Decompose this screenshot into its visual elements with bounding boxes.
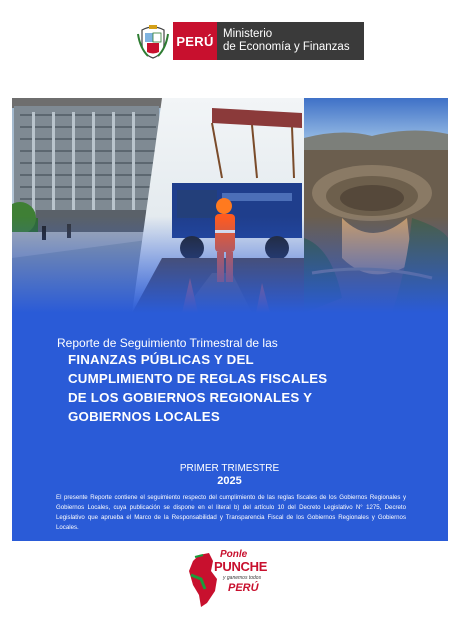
campaign-line-1: Ponle bbox=[220, 549, 248, 560]
report-title-line-2: CUMPLIMIENTO DE REGLAS FISCALES bbox=[68, 371, 328, 386]
ministry-name bbox=[217, 22, 364, 60]
report-description: El presente Reporte contiene el seguimiento respecto del cumplimiento de las reglas fiscales de los Gobiernos Regionales y Gobiernos Locales, cuya publicación se dispone en el literal b) del artículo 10 del Decreto Legislativo N° 1275, Decreto Legislativo que aprueba el Marco de la Responsabilidad y Transparencia Fiscal de los Gobiernos Regionales y Gobiernos Locales. bbox=[56, 494, 406, 532]
report-title bbox=[68, 350, 408, 426]
report-period: PRIMER TRIMESTRE bbox=[179, 463, 280, 474]
ponle-punche-logo bbox=[183, 549, 277, 611]
campaign-line-3: y ganemos todos bbox=[223, 575, 262, 581]
report-subtitle: Reporte de Seguimiento Trimestral de las bbox=[57, 336, 278, 350]
campaign-line-4: PERÚ bbox=[228, 582, 259, 594]
report-title-line-3: DE LOS GOBIERNOS REGIONALES Y bbox=[68, 390, 313, 405]
mef-logo bbox=[136, 21, 364, 61]
ministry-line-2: de Economía y Finanzas bbox=[223, 41, 350, 53]
ministry-line-1: Ministerio bbox=[223, 28, 273, 40]
cover-photo-strip bbox=[12, 98, 448, 313]
peru-label: PERÚ bbox=[173, 22, 217, 60]
report-title-line-1: FINANZAS PÚBLICAS Y DEL bbox=[68, 352, 254, 367]
report-year: 2025 bbox=[217, 475, 242, 487]
report-title-line-4: GOBIERNOS LOCALES bbox=[68, 409, 220, 424]
coat-of-arms-icon bbox=[136, 22, 170, 60]
campaign-line-2: PUNCHE bbox=[214, 559, 268, 574]
